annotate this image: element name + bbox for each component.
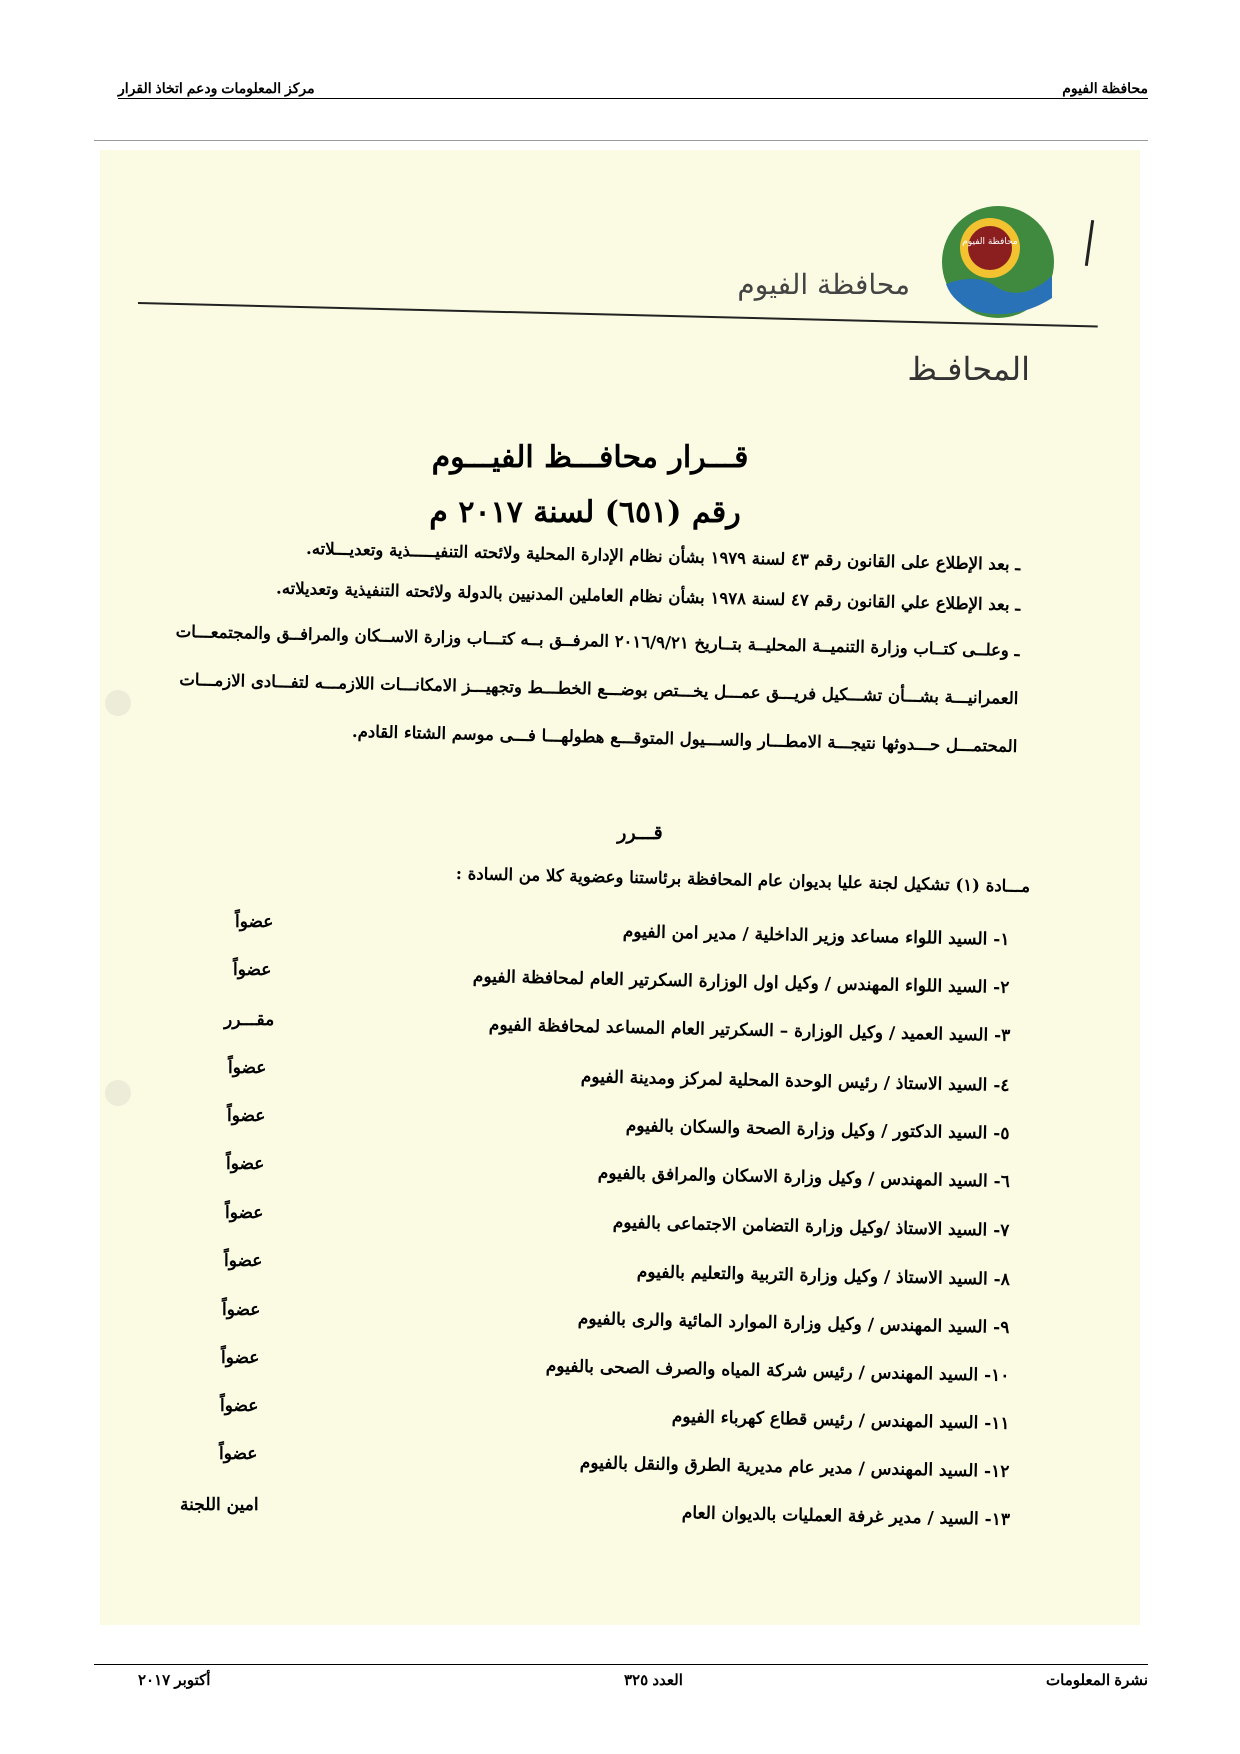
member-5-role: عضواً (227, 1106, 266, 1126)
member-10: ١٠- السيد المهندس / رئيس شركة المياه والصرف الصحى بالفيوم (546, 1356, 1010, 1386)
member-6-role: عضواً (226, 1154, 265, 1174)
member-11: ١١- السيد المهندس / رئيس قطاع كهرباء الفيوم (671, 1406, 1010, 1434)
footer-bulletin: نشرة المعلومات (1046, 1672, 1148, 1689)
member-8-role: عضواً (224, 1251, 263, 1271)
member-8: ٨- السيد الاستاذ / وكيل وزارة التربية والتعليم بالفيوم (636, 1262, 1010, 1290)
preamble-3: ـ وعلــى كتــاب وزارة التنميــة المحليــة بتــاريخ ٢٠١٦/٩/٢١ المرفــق بــه كتـــاب وزارة الاســكان والمرافــق والمجتمعـــات العمرانيـــة بشـــأن تشـــكيل فريـــق عمـــل يخـــتص بوضـــع الخطـــط وتجهيـــز الامكانـــات اللازمـــه لتفـــادى الازمـــات المحتمـــل حـــدوثها نتيجـــة الامطـــار والســـيول المتوقـــع هطولهـــا فـــى موسم الشتاء القادم. (175, 621, 1020, 756)
member-9: ٩- السيد المهندس / وكيل وزارة الموارد المائية والرى بالفيوم (578, 1308, 1010, 1338)
punch-hole (105, 1080, 131, 1106)
member-5: ٥- السيد الدكتور / وكيل وزارة الصحة والسكان بالفيوم (625, 1115, 1010, 1144)
member-2: ٢- السيد اللواء المهندس / وكيل اول الوزارة السكرتير العام لمحافظة الفيوم (473, 966, 1010, 998)
governor-title: المحافـظ (907, 350, 1030, 388)
page-footer (94, 1664, 1148, 1689)
member-11-role: عضواً (220, 1396, 259, 1416)
member-7-role: عضواً (225, 1203, 264, 1223)
member-3-role: مقـــرر (224, 1010, 275, 1030)
member-12-role: عضواً (219, 1444, 258, 1464)
header-governorate: محافظة الفيوم (1062, 80, 1148, 96)
member-4: ٤- السيد الاستاذ / رئيس الوحدة المحلية لمركز ومدينة الفيوم (580, 1067, 1010, 1096)
decree-title: قـــرار محافـــظ الفيـــوم (431, 440, 749, 475)
member-13-role: امين اللجنة (180, 1495, 259, 1515)
member-9-role: عضواً (222, 1300, 261, 1320)
scanned-decree (100, 150, 1140, 1625)
preamble-2: ـ بعد الإطلاع علي القانون رقم ٤٧ لسنة ١٩٧٨ بشأن نظام العاملين المدنيين بالدولة ولائحته التنفيذية وتعديلاته. (275, 578, 1021, 615)
member-6: ٦- السيد المهندس / وكيل وزارة الاسكان والمرافق بالفيوم (597, 1163, 1010, 1192)
fayoum-emblem-logo (938, 202, 1058, 322)
member-1-role: عضواً (235, 912, 274, 932)
punch-hole (105, 690, 131, 716)
svg-text:محافظة الفيوم: محافظة الفيوم (962, 237, 1018, 247)
header-center-name: مركز المعلومات ودعم اتخاذ القرار (118, 80, 315, 96)
preamble-1: ـ بعد الإطلاع على القانون رقم ٤٣ لسنة ١٩٧٩ بشأن نظام الإدارة المحلية ولائحته التنفيـــــذية وتعديـــلاته. (305, 538, 1021, 575)
member-7: ٧- السيد الاستاذ /وكيل وزارة التضامن الاجتماعى بالفيوم (613, 1212, 1010, 1241)
member-1: ١- السيد اللواء مساعد وزير الداخلية / مدير امن الفيوم (623, 921, 1010, 950)
member-2-role: عضواً (233, 960, 272, 980)
footer-issue: العدد ٣٢٥ (624, 1672, 683, 1689)
member-10-role: عضواً (221, 1348, 260, 1368)
member-12: ١٢- السيد المهندس / مدير عام مديرية الطرق والنقل بالفيوم (580, 1453, 1010, 1482)
decree-number: رقم (٦٥١) لسنة ٢٠١٧ م (429, 495, 741, 530)
member-13: ١٣- السيد / مدير غرفة العمليات بالديوان العام (681, 1503, 1010, 1530)
page-header (118, 80, 1148, 99)
header-divider (94, 140, 1148, 141)
footer-date: أكتوبر ٢٠١٧ (138, 1672, 211, 1689)
decree-heading: قـــرر (617, 822, 663, 844)
margin-mark (1085, 220, 1094, 266)
governorate-name: محافظة الفيوم (737, 268, 910, 301)
member-4-role: عضواً (228, 1058, 267, 1078)
member-3: ٣- السيد العميد / وكيل الوزارة – السكرتير العام المساعد لمحافظة الفيوم (488, 1015, 1010, 1046)
article-1: مـــادة (١) تشكيل لجنة عليا بديوان عام المحافظة برئاستنا وعضوية كلا من السادة : (455, 863, 1030, 896)
